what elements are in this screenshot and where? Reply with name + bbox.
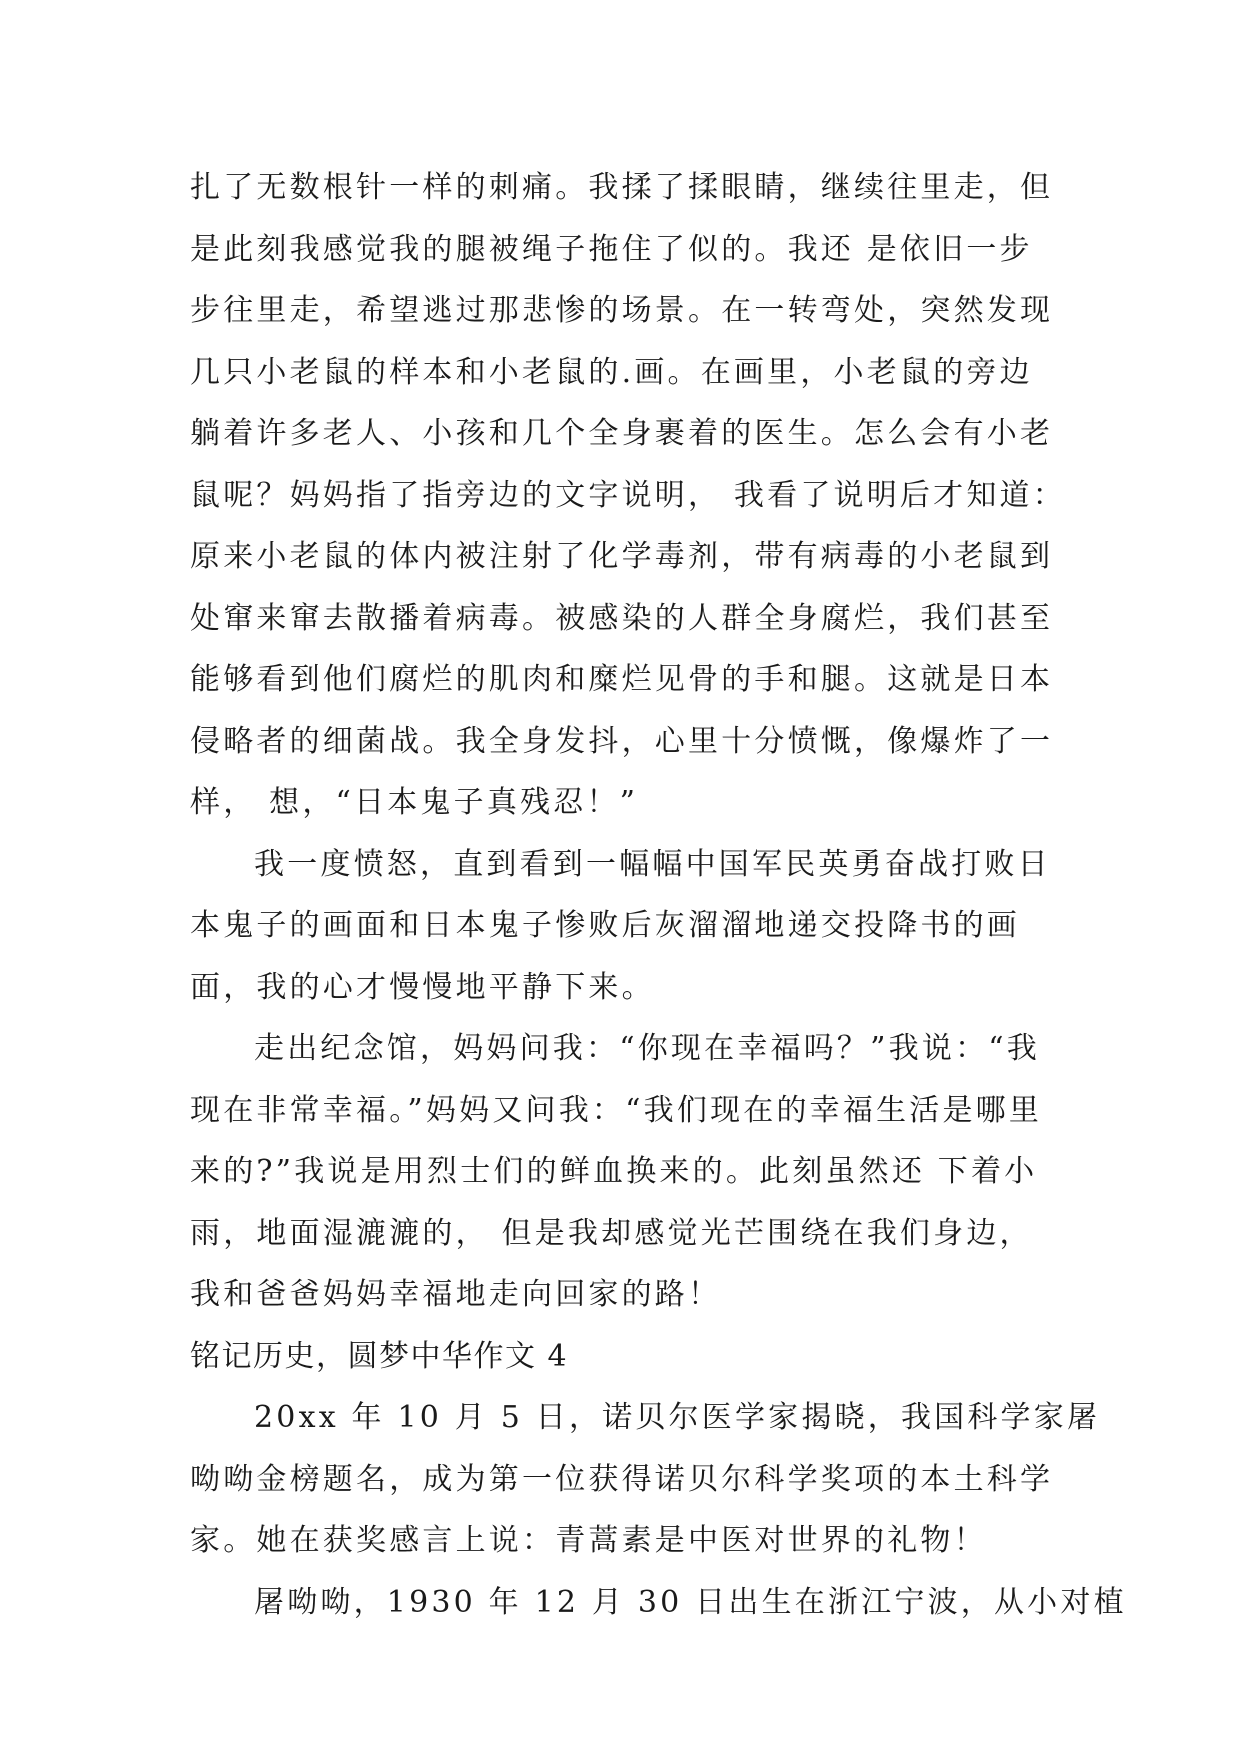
text-line: 我一度愤怒，直到看到一幅幅中国军民英勇奋战打败日 xyxy=(254,846,1051,882)
text-line: 样， 想，“日本鬼子真残忍！” xyxy=(190,785,639,820)
text-line: 能够看到他们腐烂的肌肉和糜烂见骨的手和腿。这就是日本 xyxy=(190,662,1054,697)
text-line: 20xx 年 10 月 5 日，诺贝尔医学家揭晓，我国科学家屠 xyxy=(254,1400,1101,1435)
text-line: 呦呦金榜题名，成为第一位获得诺贝尔科学奖项的本土科学 xyxy=(190,1461,1054,1497)
text-line: 面，我的心才慢慢地平静下来。 xyxy=(190,969,655,1005)
text-line: 雨，地面湿漉漉的， 但是我却感觉光芒围绕在我们身边， xyxy=(190,1215,1033,1251)
text-line: 是此刻我感觉我的腿被绳子拖住了似的。我还 是依旧一步 xyxy=(190,231,1033,267)
text-line: 扎了无数根针一样的刺痛。我揉了揉眼睛，继续往里走，但 xyxy=(190,170,1054,205)
text-line: 处窜来窜去散播着病毒。被感染的人群全身腐烂，我们甚至 xyxy=(190,600,1054,636)
section-heading: 铭记历史，圆梦中华作文 4 xyxy=(190,1338,569,1374)
text-line: 我和爸爸妈妈幸福地走向回家的路！ xyxy=(190,1277,722,1312)
text-line: 来的?”我说是用烈士们的鲜血换来的。此刻虽然还 下着小 xyxy=(190,1154,1038,1189)
text-line: 本鬼子的画面和日本鬼子惨败后灰溜溜地递交投降书的画 xyxy=(190,908,1020,943)
text-line: 几只小老鼠的样本和小老鼠的.画。在画里，小老鼠的旁边 xyxy=(190,354,1033,390)
text-line: 屠呦呦，1930 年 12 月 30 日出生在浙江宁波，从小对植 xyxy=(254,1584,1127,1620)
text-line: 走出纪念馆，妈妈问我：“你现在幸福吗？”我说：“我 xyxy=(254,1031,1041,1066)
text-line: 原来小老鼠的体内被注射了化学毒剂，带有病毒的小老鼠到 xyxy=(190,539,1054,574)
text-line: 鼠呢？妈妈指了指旁边的文字说明， 我看了说明后才知道： xyxy=(190,477,1066,513)
text-line: 侵略者的细菌战。我全身发抖，心里十分愤慨，像爆炸了一 xyxy=(190,723,1054,759)
text-line: 躺着许多老人、小孩和几个全身裹着的医生。怎么会有小老 xyxy=(190,416,1054,451)
text-line: 家。她在获奖感言上说：青蒿素是中医对世界的礼物！ xyxy=(190,1523,987,1558)
text-line: 现在非常幸福。”妈妈又问我：“我们现在的幸福生活是哪里 xyxy=(190,1092,1043,1128)
text-line: 步往里走，希望逃过那悲惨的场景。在一转弯处，突然发现 xyxy=(190,293,1054,328)
document-body xyxy=(190,157,1127,1633)
